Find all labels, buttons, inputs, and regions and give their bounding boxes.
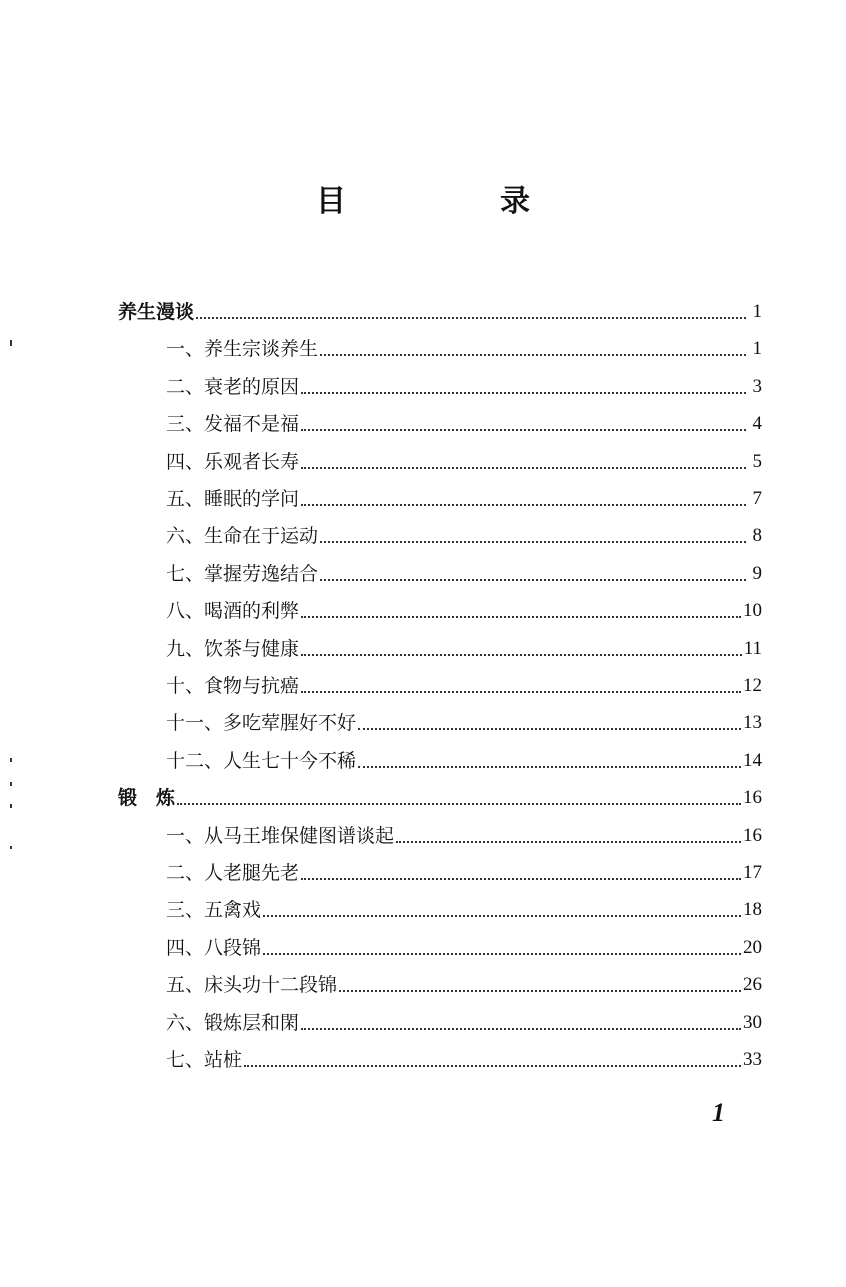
dot-leader <box>177 803 741 805</box>
toc-entry-title: 二、人老腿先老 <box>166 862 300 884</box>
toc-section <box>118 292 762 324</box>
toc-entry-page: 7 <box>752 488 762 509</box>
page-title: 目 录 <box>316 184 592 219</box>
dot-leader <box>263 953 741 955</box>
toc-entry <box>166 479 762 511</box>
dot-leader <box>301 878 741 880</box>
dot-leader <box>301 691 741 693</box>
toc-entry <box>166 629 762 661</box>
toc-entry-page: 4 <box>752 413 762 434</box>
toc-entry-page: 3 <box>752 376 762 397</box>
toc-entry <box>166 1003 762 1035</box>
toc-entry-title: 二、衰老的原因 <box>166 376 300 398</box>
toc-entry-page: 11 <box>743 638 762 659</box>
toc-entry <box>166 442 762 474</box>
toc-entry <box>166 554 762 586</box>
toc-entry-title: 锻 炼 <box>118 787 176 809</box>
toc-entry <box>166 666 762 698</box>
page-number: 1 <box>712 1098 725 1127</box>
toc-entry-page: 1 <box>752 301 762 322</box>
toc-entry-page: 26 <box>743 974 762 995</box>
dot-leader <box>396 841 741 843</box>
toc-entry-page: 12 <box>743 675 762 696</box>
toc-entry <box>166 890 762 922</box>
dot-leader <box>196 317 746 319</box>
toc-entry-title: 六、锻炼层和閑 <box>166 1012 300 1034</box>
toc-entry-title: 十、食物与抗癌 <box>166 675 300 697</box>
toc-entry-page: 14 <box>743 750 762 771</box>
toc-entry <box>166 329 762 361</box>
toc-entry <box>166 741 762 773</box>
toc-entry-title: 九、饮茶与健康 <box>166 638 300 660</box>
toc-entry-title: 一、养生宗谈养生 <box>166 338 319 360</box>
toc-entry-title: 一、从马王堆保健图谱谈起 <box>166 825 395 847</box>
toc-entry-page: 17 <box>743 862 762 883</box>
scan-mark <box>10 340 12 346</box>
toc-section <box>118 778 762 810</box>
toc-entry <box>166 965 762 997</box>
dot-leader <box>301 654 742 656</box>
toc-entry-page: 1 <box>752 338 762 359</box>
toc-entry-page: 18 <box>743 899 762 920</box>
toc-entry-title: 五、睡眠的学问 <box>166 488 300 510</box>
toc-entry-page: 10 <box>743 600 762 621</box>
dot-leader <box>301 429 746 431</box>
toc-entry-page: 30 <box>743 1012 762 1033</box>
toc-entry <box>166 516 762 548</box>
scan-mark <box>10 846 12 849</box>
toc-entry <box>166 591 762 623</box>
toc-entry-title: 四、八段锦 <box>166 937 262 959</box>
toc-entry <box>166 404 762 436</box>
toc-entry-page: 16 <box>743 825 762 846</box>
toc-entry <box>166 1040 762 1072</box>
toc-entry-title: 三、五禽戏 <box>166 899 262 921</box>
toc-entry-page: 9 <box>752 563 762 584</box>
toc-entry <box>166 367 762 399</box>
dot-leader <box>301 616 741 618</box>
toc-entry-title: 八、喝酒的利弊 <box>166 600 300 622</box>
toc-entry-title: 六、生命在于运动 <box>166 525 319 547</box>
dot-leader <box>320 579 746 581</box>
toc-entry-page: 8 <box>752 525 762 546</box>
toc-entry-page: 20 <box>743 937 762 958</box>
toc-entry-title: 七、站桩 <box>166 1049 243 1071</box>
dot-leader <box>320 541 746 543</box>
toc-entry-page: 5 <box>752 451 762 472</box>
toc-entry-title: 三、发福不是福 <box>166 413 300 435</box>
toc-entry-title: 养生漫谈 <box>118 301 195 323</box>
toc-entry-page: 33 <box>743 1049 762 1070</box>
scan-mark <box>10 804 12 808</box>
dot-leader <box>358 766 741 768</box>
toc-entry <box>166 703 762 735</box>
dot-leader <box>358 728 741 730</box>
dot-leader <box>301 392 746 394</box>
toc-entry-title: 十二、人生七十今不稀 <box>166 750 357 772</box>
toc-entry-title: 十一、多吃荤腥好不好 <box>166 712 357 734</box>
toc-entry <box>166 928 762 960</box>
dot-leader <box>244 1065 741 1067</box>
dot-leader <box>301 1028 741 1030</box>
toc-entry <box>166 853 762 885</box>
scan-mark <box>10 782 12 786</box>
toc-entry-page: 13 <box>743 712 762 733</box>
dot-leader <box>301 467 746 469</box>
scan-mark <box>10 758 12 762</box>
dot-leader <box>263 915 741 917</box>
dot-leader <box>301 504 746 506</box>
toc-entry-title: 七、掌握劳逸结合 <box>166 563 319 585</box>
dot-leader <box>320 354 746 356</box>
toc-entry-title: 五、床头功十二段锦 <box>166 974 338 996</box>
toc-entry-title: 四、乐观者长寿 <box>166 451 300 473</box>
toc-entry <box>166 816 762 848</box>
dot-leader <box>339 990 741 992</box>
toc-entry-page: 16 <box>743 787 762 808</box>
